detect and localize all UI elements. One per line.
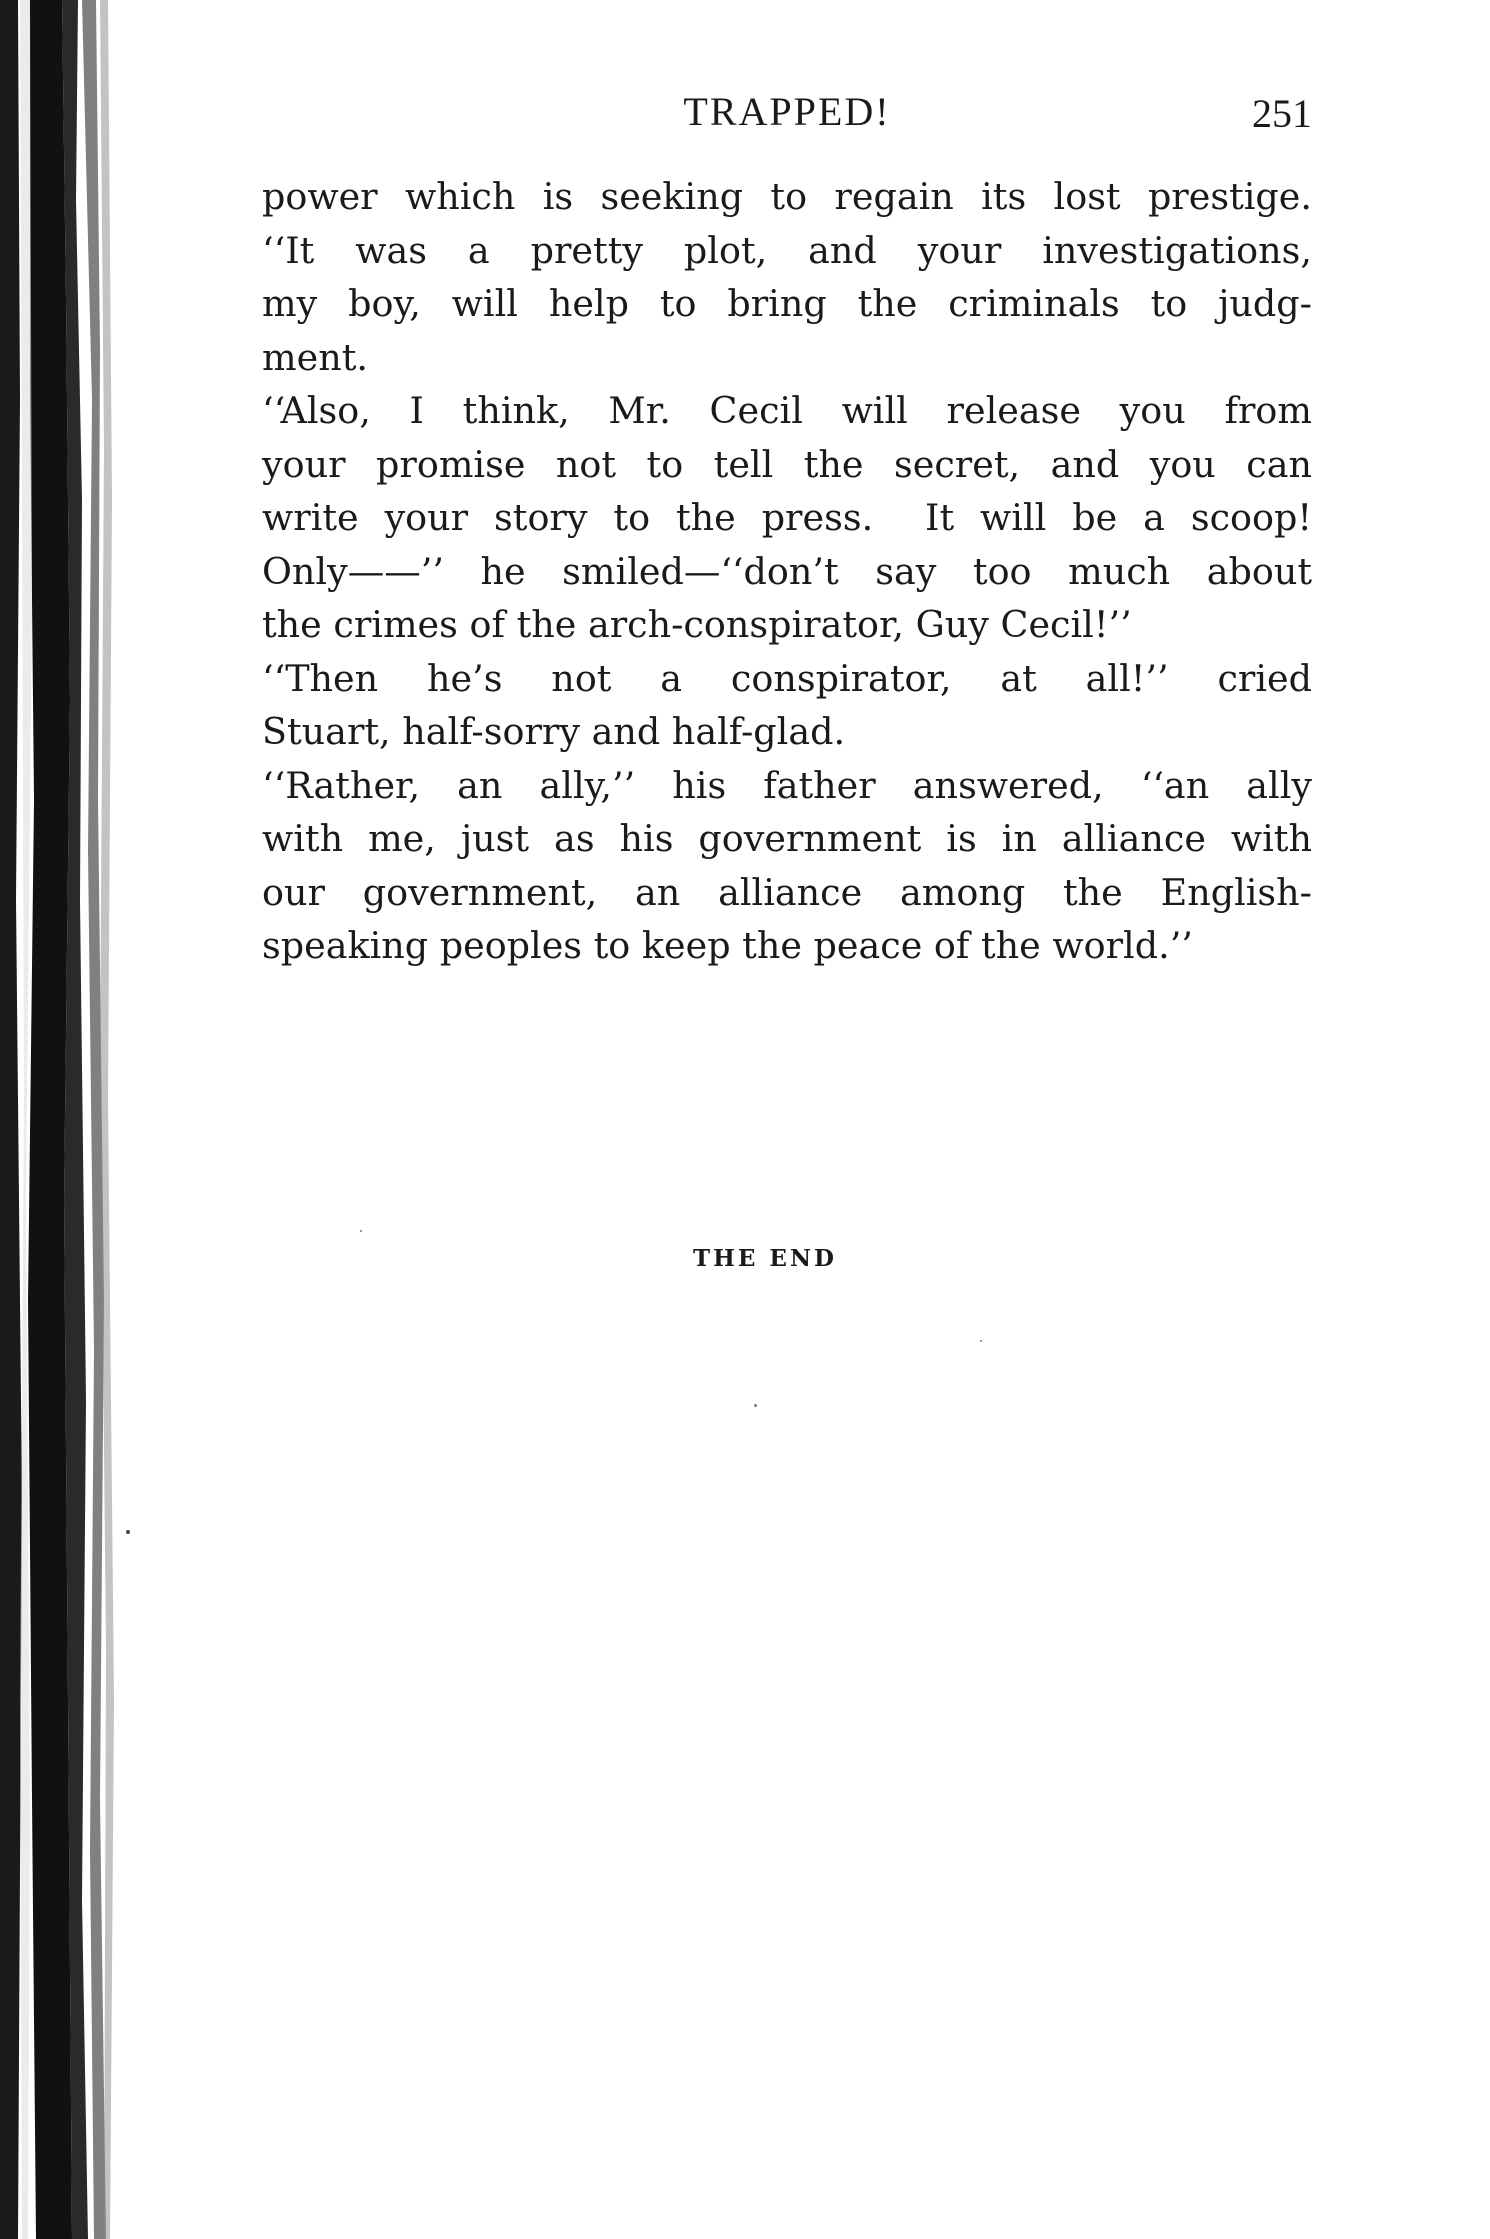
text-line: my boy, will help to bring the criminals to judg- <box>262 282 1312 325</box>
text-line: our government, an alliance among the English- <box>262 870 1312 914</box>
text-line: speaking peoples to keep the peace of the world.’’ <box>262 924 1193 967</box>
text-line: ment. <box>262 335 368 379</box>
scan-speck <box>360 1230 362 1232</box>
scan-speck <box>126 1530 130 1534</box>
text-line: ‘‘It was a pretty plot, and your investigations, <box>262 228 1312 272</box>
the-end-mark: THE END <box>693 1245 837 1272</box>
text-line: write your story to the press. It will be a scoop! <box>262 496 1312 539</box>
scan-speck <box>980 1340 982 1342</box>
page-number: 251 <box>1252 91 1312 136</box>
text-line: with me, just as his government is in alliance with <box>262 817 1312 860</box>
text-line: power which is seeking to regain its lost prestige. <box>262 175 1312 218</box>
running-title: TRAPPED! <box>683 89 891 134</box>
text-line: the crimes of the arch-conspirator, Guy Cecil!’’ <box>262 603 1132 646</box>
text-line: Stuart, half-sorry and half-glad. <box>262 710 846 753</box>
text-line: ‘‘Then he’s not a conspirator, at all!’’ cried <box>262 656 1312 700</box>
text-line: your promise not to tell the secret, and you can <box>262 442 1312 486</box>
scan-speck <box>754 1404 757 1407</box>
page-header <box>262 88 1312 148</box>
text-line: ‘‘Rather, an ally,’’ his father answered, ‘‘an ally <box>262 763 1312 807</box>
scan-binding-edge <box>0 0 140 2239</box>
text-line: ‘‘Also, I think, Mr. Cecil will release you from <box>262 389 1312 432</box>
text-line: Only——’’ he smiled—‘‘don’t say too much about <box>262 549 1312 593</box>
body-text <box>262 170 1312 973</box>
